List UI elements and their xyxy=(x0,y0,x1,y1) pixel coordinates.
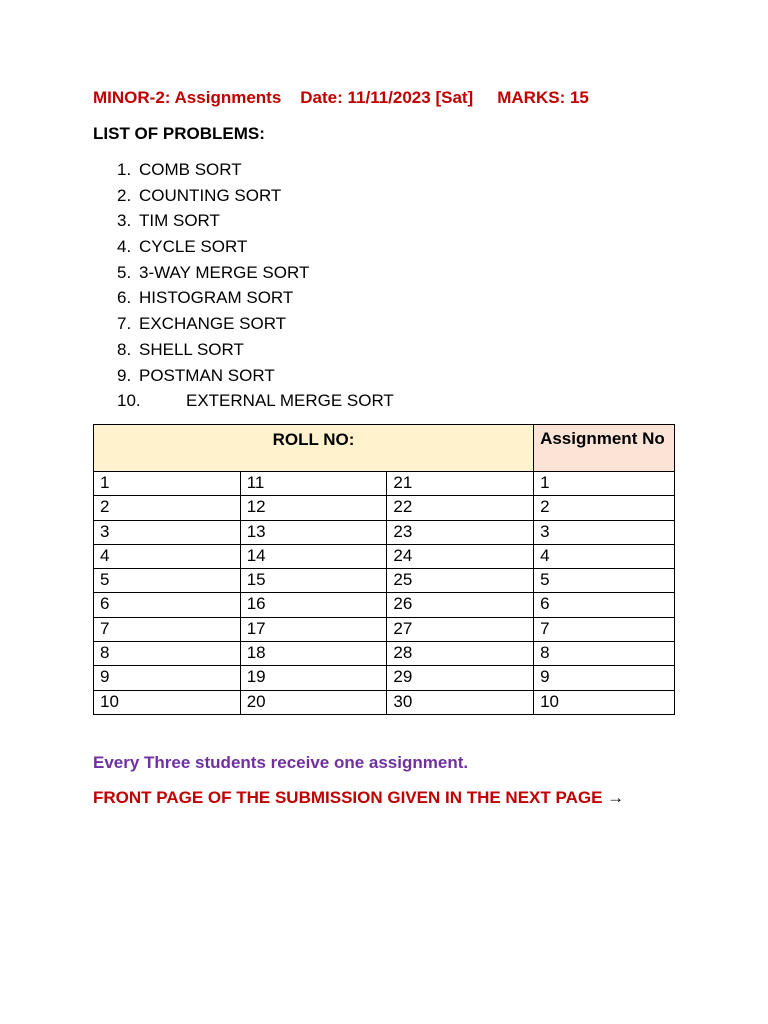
problem-item xyxy=(117,365,394,391)
roll-cell: 9 xyxy=(94,666,241,690)
doc-title: MINOR-2: Assignments xyxy=(93,88,282,107)
assignment-cell: 10 xyxy=(534,690,675,714)
table-row xyxy=(94,496,675,520)
problem-item xyxy=(117,236,394,262)
table-row xyxy=(94,472,675,496)
problem-name: HISTOGRAM SORT xyxy=(139,288,294,308)
roll-cell: 18 xyxy=(240,642,387,666)
assignment-cell: 5 xyxy=(534,569,675,593)
problem-number: 10. xyxy=(117,391,141,411)
roll-cell: 23 xyxy=(387,520,534,544)
roll-cell: 19 xyxy=(240,666,387,690)
assignment-cell: 8 xyxy=(534,642,675,666)
table-row xyxy=(94,642,675,666)
problem-name: EXCHANGE SORT xyxy=(139,314,287,334)
roll-cell: 13 xyxy=(240,520,387,544)
doc-date: Date: 11/11/2023 [Sat] xyxy=(300,88,474,107)
roll-cell: 4 xyxy=(94,544,241,568)
assignment-cell: 4 xyxy=(534,544,675,568)
roll-cell: 12 xyxy=(240,496,387,520)
roll-cell: 16 xyxy=(240,593,387,617)
assignment-cell: 6 xyxy=(534,593,675,617)
roll-cell: 10 xyxy=(94,690,241,714)
problem-item xyxy=(117,210,394,236)
roll-cell: 20 xyxy=(240,690,387,714)
front-page-note xyxy=(93,788,624,808)
assignment-cell: 1 xyxy=(534,472,675,496)
problem-item xyxy=(117,262,394,288)
problem-item xyxy=(117,287,394,313)
problem-item xyxy=(117,185,394,211)
problem-name: COUNTING SORT xyxy=(139,185,282,205)
roll-cell: 28 xyxy=(387,642,534,666)
roll-cell: 30 xyxy=(387,690,534,714)
table-row xyxy=(94,593,675,617)
arrow-right-icon: → xyxy=(607,788,625,807)
table-row xyxy=(94,690,675,714)
roll-cell: 6 xyxy=(94,593,241,617)
roll-cell: 27 xyxy=(387,617,534,641)
problem-name: EXTERNAL MERGE SORT xyxy=(186,391,394,411)
problem-number: 5. xyxy=(117,262,132,282)
problem-number: 9. xyxy=(117,365,132,385)
table-row xyxy=(94,544,675,568)
table-header-row xyxy=(94,425,675,472)
doc-marks: MARKS: 15 xyxy=(497,88,589,107)
roll-cell: 29 xyxy=(387,666,534,690)
problem-name: POSTMAN SORT xyxy=(139,365,275,385)
problem-name: 3-WAY MERGE SORT xyxy=(139,262,310,282)
problem-number: 8. xyxy=(117,339,132,359)
problem-name: CYCLE SORT xyxy=(139,237,248,257)
table-row xyxy=(94,617,675,641)
roll-assignment-table xyxy=(93,424,675,715)
problem-number: 7. xyxy=(117,314,132,334)
roll-cell: 26 xyxy=(387,593,534,617)
assignment-cell: 7 xyxy=(534,617,675,641)
roll-cell: 3 xyxy=(94,520,241,544)
problem-name: TIM SORT xyxy=(139,211,220,231)
problem-number: 4. xyxy=(117,237,132,257)
problem-item xyxy=(117,390,394,416)
roll-cell: 2 xyxy=(94,496,241,520)
roll-cell: 8 xyxy=(94,642,241,666)
assignment-cell: 3 xyxy=(534,520,675,544)
assignment-note: Every Three students receive one assignment. xyxy=(93,753,469,772)
roll-no-header: ROLL NO: xyxy=(94,425,534,472)
roll-cell: 14 xyxy=(240,544,387,568)
problem-number: 3. xyxy=(117,211,132,231)
problem-number: 6. xyxy=(117,288,132,308)
roll-cell: 21 xyxy=(387,472,534,496)
table-row xyxy=(94,569,675,593)
heading-line xyxy=(93,88,589,108)
problem-item xyxy=(117,159,394,185)
assignment-no-header: Assignment No xyxy=(534,425,675,472)
problem-item xyxy=(117,339,394,365)
table-row xyxy=(94,666,675,690)
roll-cell: 15 xyxy=(240,569,387,593)
problem-name: COMB SORT xyxy=(139,160,242,179)
problem-name: SHELL SORT xyxy=(139,339,244,359)
problem-number: 1. xyxy=(117,160,132,179)
roll-cell: 11 xyxy=(240,472,387,496)
table-row xyxy=(94,520,675,544)
table-body xyxy=(94,472,675,715)
roll-cell: 24 xyxy=(387,544,534,568)
roll-cell: 7 xyxy=(94,617,241,641)
problem-item xyxy=(117,313,394,339)
front-page-note-text: FRONT PAGE OF THE SUBMISSION GIVEN IN THE NEXT PAGE xyxy=(93,788,603,807)
list-title: LIST OF PROBLEMS: xyxy=(93,124,265,143)
problem-list xyxy=(117,159,394,416)
roll-cell: 1 xyxy=(94,472,241,496)
roll-cell: 17 xyxy=(240,617,387,641)
assignment-cell: 2 xyxy=(534,496,675,520)
problem-number: 2. xyxy=(117,185,132,205)
roll-cell: 5 xyxy=(94,569,241,593)
roll-cell: 22 xyxy=(387,496,534,520)
roll-cell: 25 xyxy=(387,569,534,593)
assignment-cell: 9 xyxy=(534,666,675,690)
